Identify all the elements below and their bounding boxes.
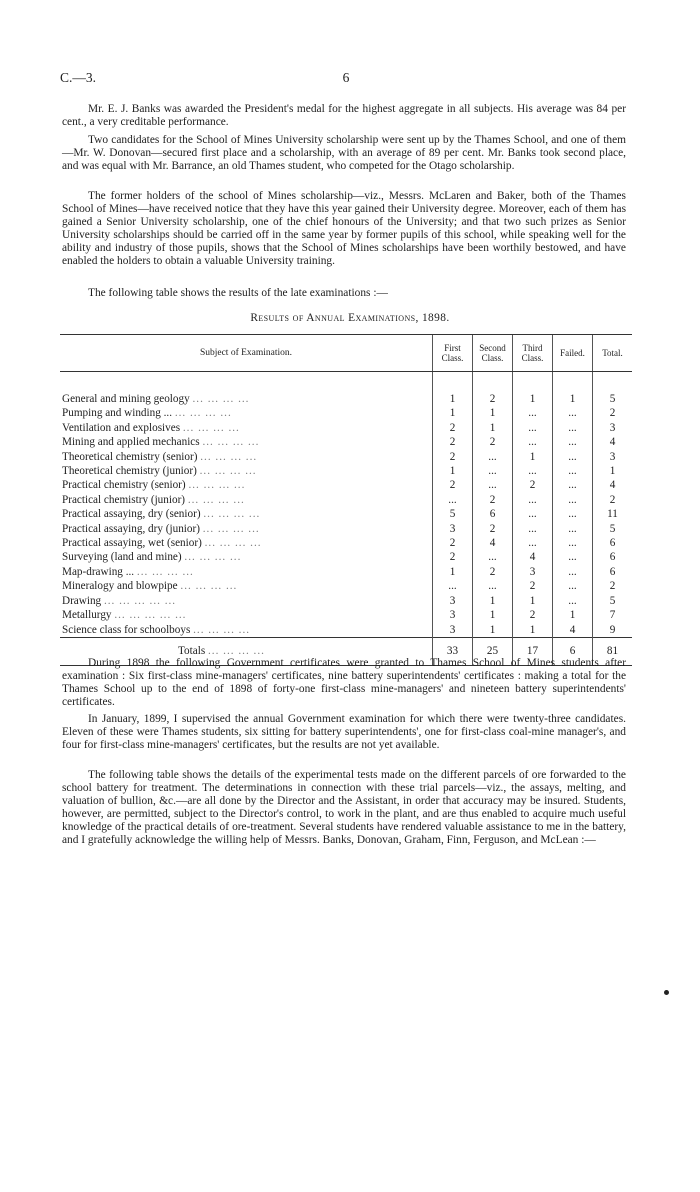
subject-cell: [60, 522, 433, 536]
subject-cell: [60, 579, 433, 593]
table-header-row: [60, 335, 632, 372]
third-class-count: ...: [513, 464, 553, 478]
table-caption: Results of Annual Examinations, 1898.: [250, 312, 450, 324]
failed-count: ...: [553, 450, 593, 464]
first-class-count: 1: [433, 565, 473, 579]
total-count: 11: [593, 507, 633, 521]
second-class-count: ...: [473, 579, 513, 593]
header-first-class: First Class.: [433, 335, 473, 372]
page-header: [60, 70, 632, 88]
subject-name: Practical assaying, wet (senior): [62, 537, 202, 550]
subject-cell: [60, 594, 433, 608]
subject-cell: [60, 464, 433, 478]
subject-cell: [60, 507, 433, 521]
total-count: 3: [593, 421, 633, 435]
second-class-count: ...: [473, 464, 513, 478]
subject-name: Drawing: [62, 594, 102, 607]
table-row: [60, 493, 632, 507]
total-count: 6: [593, 550, 633, 564]
total-count: 1: [593, 464, 633, 478]
total-count: 4: [593, 435, 633, 449]
third-class-count: ...: [513, 421, 553, 435]
paragraph-former-holders: The former holders of the school of Mines scholarship—viz., Messrs. McLaren and Baker, both of the Thames School of Mines—have received notice that they have this year gained their University degree. Moreover, each of them has gained a Senior University scholarship, one of the chief honours of the University; and that two such prizes as Senior University scholarships should be carried off in the same year by former pupils of this school, while speaking well for the ability and industry of those pupils, shows that the School of Mines scholarships have been worthily bestowed, and have enabled the holders to obtain a valuable University training.: [62, 190, 626, 268]
failed-count: ...: [553, 594, 593, 608]
subject-name: Metallurgy: [62, 609, 112, 622]
dot-leader: ... ... ... ...: [136, 565, 194, 578]
paragraph-certificates-granted: During 1898 the following Government certificates were granted to Thames School of Mines students after examination : Six first-class mine-managers' certificates, nine battery superintendents' certificates : making a total for the Thames School up to the end of 1898 of forty-one first-class mine-managers' and nineteen battery superintendents' certificates.: [62, 657, 626, 709]
failed-count: ...: [553, 435, 593, 449]
second-class-count: 6: [473, 507, 513, 521]
paragraph-presidents-medal: Mr. E. J. Banks was awarded the President's medal for the highest aggregate in all subjects. His average was 84 per cent., a very creditable performance.: [62, 103, 626, 129]
first-class-count: 3: [433, 594, 473, 608]
subject-name: Theoretical chemistry (senior): [62, 450, 198, 463]
second-class-count: 1: [473, 406, 513, 420]
subject-name: Science class for schoolboys: [62, 623, 191, 636]
subject-cell: [60, 392, 433, 406]
failed-count: 1: [553, 392, 593, 406]
table-row: [60, 594, 632, 608]
table-row: [60, 435, 632, 449]
subject-cell: [60, 478, 433, 492]
third-class-count: 3: [513, 565, 553, 579]
grand-total: 81: [593, 637, 633, 665]
total-failed: 6: [553, 637, 593, 665]
dot-leader: ... ... ... ... ...: [103, 594, 177, 607]
subject-cell: [60, 623, 433, 638]
total-third-class: 17: [513, 637, 553, 665]
third-class-count: ...: [513, 493, 553, 507]
subject-name: Practical chemistry (junior): [62, 493, 186, 506]
subject-cell: [60, 493, 433, 507]
table-row: [60, 450, 632, 464]
second-class-count: 2: [473, 392, 513, 406]
second-class-count: 1: [473, 623, 513, 638]
failed-count: ...: [553, 507, 593, 521]
third-class-count: ...: [513, 435, 553, 449]
table-row: [60, 623, 632, 638]
subject-name: Pumping and winding ...: [62, 407, 173, 420]
first-class-count: 2: [433, 435, 473, 449]
failed-count: ...: [553, 550, 593, 564]
total-count: 7: [593, 608, 633, 622]
table-row: [60, 392, 632, 406]
third-class-count: 2: [513, 608, 553, 622]
subject-name: Practical chemistry (senior): [62, 479, 186, 492]
subject-name: General and mining geology: [62, 393, 190, 405]
table-spacer-row: [60, 372, 632, 393]
total-count: 2: [593, 579, 633, 593]
page-number: 6: [342, 70, 350, 85]
dot-leader: ... ... ... ...: [180, 580, 238, 593]
dot-leader: ... ... ... ...: [202, 436, 260, 449]
header-third-class: Third Class.: [513, 335, 553, 372]
third-class-count: 1: [513, 450, 553, 464]
margin-dot-mark: [664, 990, 669, 995]
total-first-class: 33: [433, 637, 473, 665]
failed-count: 4: [553, 623, 593, 638]
results-table: [60, 334, 632, 666]
first-class-count: 3: [433, 623, 473, 638]
third-class-count: 2: [513, 478, 553, 492]
total-count: 5: [593, 392, 633, 406]
second-class-count: 4: [473, 536, 513, 550]
dot-leader: ... ... ... ...: [200, 450, 258, 463]
subject-cell: [60, 536, 433, 550]
dot-leader: ... ... ... ...: [182, 421, 240, 434]
second-class-count: 1: [473, 608, 513, 622]
first-class-count: 2: [433, 536, 473, 550]
table-row: [60, 536, 632, 550]
second-class-count: 2: [473, 522, 513, 536]
second-class-count: 1: [473, 421, 513, 435]
header-subject: Subject of Examination.: [60, 335, 433, 372]
failed-count: ...: [553, 493, 593, 507]
total-count: 5: [593, 522, 633, 536]
third-class-count: 1: [513, 594, 553, 608]
header-total: Total.: [593, 335, 633, 372]
second-class-count: ...: [473, 478, 513, 492]
paragraph-table-intro: The following table shows the results of the late examinations :—: [88, 287, 388, 299]
total-count: 6: [593, 565, 633, 579]
subject-cell: [60, 421, 433, 435]
subject-cell: [60, 550, 433, 564]
table-row: [60, 421, 632, 435]
first-class-count: 3: [433, 522, 473, 536]
first-class-count: 2: [433, 550, 473, 564]
table-row: [60, 579, 632, 593]
dot-leader: ... ... ... ...: [174, 407, 232, 420]
first-class-count: ...: [433, 493, 473, 507]
third-class-count: 2: [513, 579, 553, 593]
total-count: 9: [593, 623, 633, 638]
dot-leader: ... ... ... ...: [192, 393, 250, 405]
failed-count: ...: [553, 565, 593, 579]
document-reference: C.—3.: [60, 70, 97, 85]
subject-name: Mining and applied mechanics: [62, 436, 200, 449]
dot-leader: ... ... ... ...: [207, 645, 265, 658]
subject-cell: [60, 450, 433, 464]
failed-count: ...: [553, 464, 593, 478]
subject-name: Map-drawing ...: [62, 565, 135, 578]
subject-cell: [60, 608, 433, 622]
first-class-count: 2: [433, 450, 473, 464]
first-class-count: ...: [433, 579, 473, 593]
third-class-count: ...: [513, 406, 553, 420]
table-row: [60, 464, 632, 478]
first-class-count: 5: [433, 507, 473, 521]
subject-name: Practical assaying, dry (junior): [62, 522, 200, 535]
header-second-class: Second Class.: [473, 335, 513, 372]
total-count: 2: [593, 406, 633, 420]
first-class-count: 1: [433, 392, 473, 406]
first-class-count: 2: [433, 478, 473, 492]
subject-cell: [60, 406, 433, 420]
first-class-count: 2: [433, 421, 473, 435]
second-class-count: ...: [473, 550, 513, 564]
subject-name: Ventilation and explosives: [62, 421, 181, 434]
table-row: [60, 608, 632, 622]
third-class-count: 1: [513, 392, 553, 406]
third-class-count: ...: [513, 522, 553, 536]
first-class-count: 3: [433, 608, 473, 622]
subject-name: Theoretical chemistry (junior): [62, 465, 197, 478]
table-row: [60, 406, 632, 420]
total-second-class: 25: [473, 637, 513, 665]
failed-count: ...: [553, 421, 593, 435]
subject-name: Practical assaying, dry (senior): [62, 508, 201, 521]
paragraph-scholarship-candidates: Two candidates for the School of Mines University scholarship were sent up by the Thames School, and one of them—Mr. W. Donovan—secured first place and a scholarship, with an average of 89 per cent. Mr. Banks took second place, and was equal with Mr. Barrance, an old Thames student, who competed for the Otago scholarship.: [62, 134, 626, 173]
dot-leader: ... ... ... ... ...: [114, 609, 187, 622]
third-class-count: 1: [513, 623, 553, 638]
subject-name: Surveying (land and mine): [62, 551, 182, 564]
total-count: 3: [593, 450, 633, 464]
dot-leader: ... ... ... ...: [204, 537, 262, 550]
subject-name: Mineralogy and blowpipe: [62, 580, 178, 593]
dot-leader: ... ... ... ...: [184, 551, 242, 564]
subject-cell: [60, 435, 433, 449]
paragraph-experimental-tests: The following table shows the details of the experimental tests made on the different parcels of ore forwarded to the school battery for treatment. The determinations in connection with these trial parcels—viz., the assays, melting, and valuation of bullion, &c.—are all done by the Director and the Assistant, in order that accuracy may be insured. Students, however, are permitted, subject to the Director's control, to work in the plant, and are thus enabled to acquire much useful knowledge of the practical details of ore-treatment. Several students have rendered valuable assistance to me in the battery, and I gratefully acknowledge the willing help of Messrs. Banks, Donovan, Graham, Finn, Ferguson, and McLean :—: [62, 769, 626, 847]
second-class-count: 2: [473, 493, 513, 507]
second-class-count: ...: [473, 450, 513, 464]
failed-count: ...: [553, 522, 593, 536]
dot-leader: ... ... ... ...: [188, 479, 246, 492]
third-class-count: ...: [513, 507, 553, 521]
second-class-count: 2: [473, 565, 513, 579]
dot-leader: ... ... ... ...: [203, 508, 261, 521]
failed-count: ...: [553, 406, 593, 420]
totals-label: Totals: [178, 645, 206, 658]
table-row: [60, 565, 632, 579]
total-count: 4: [593, 478, 633, 492]
failed-count: ...: [553, 478, 593, 492]
dot-leader: ... ... ... ...: [187, 493, 245, 506]
second-class-count: 2: [473, 435, 513, 449]
header-failed: Failed.: [553, 335, 593, 372]
dot-leader: ... ... ... ...: [193, 623, 251, 636]
total-count: 2: [593, 493, 633, 507]
total-count: 6: [593, 536, 633, 550]
failed-count: ...: [553, 579, 593, 593]
failed-count: 1: [553, 608, 593, 622]
dot-leader: ... ... ... ...: [202, 522, 260, 535]
second-class-count: 1: [473, 594, 513, 608]
first-class-count: 1: [433, 464, 473, 478]
third-class-count: ...: [513, 536, 553, 550]
table-row: [60, 550, 632, 564]
table-row: [60, 478, 632, 492]
third-class-count: 4: [513, 550, 553, 564]
total-count: 5: [593, 594, 633, 608]
failed-count: ...: [553, 536, 593, 550]
table-row: [60, 507, 632, 521]
dot-leader: ... ... ... ...: [199, 465, 257, 478]
first-class-count: 1: [433, 406, 473, 420]
table-row: [60, 522, 632, 536]
paragraph-january-examination: In January, 1899, I supervised the annual Government examination for which there were twenty-three candidates. Eleven of these were Thames students, six sitting for battery superintendents', one for first-class coal-mine manager's, and four for first-class mine-managers' certificates, but the results are not yet available.: [62, 713, 626, 752]
subject-cell: [60, 565, 433, 579]
